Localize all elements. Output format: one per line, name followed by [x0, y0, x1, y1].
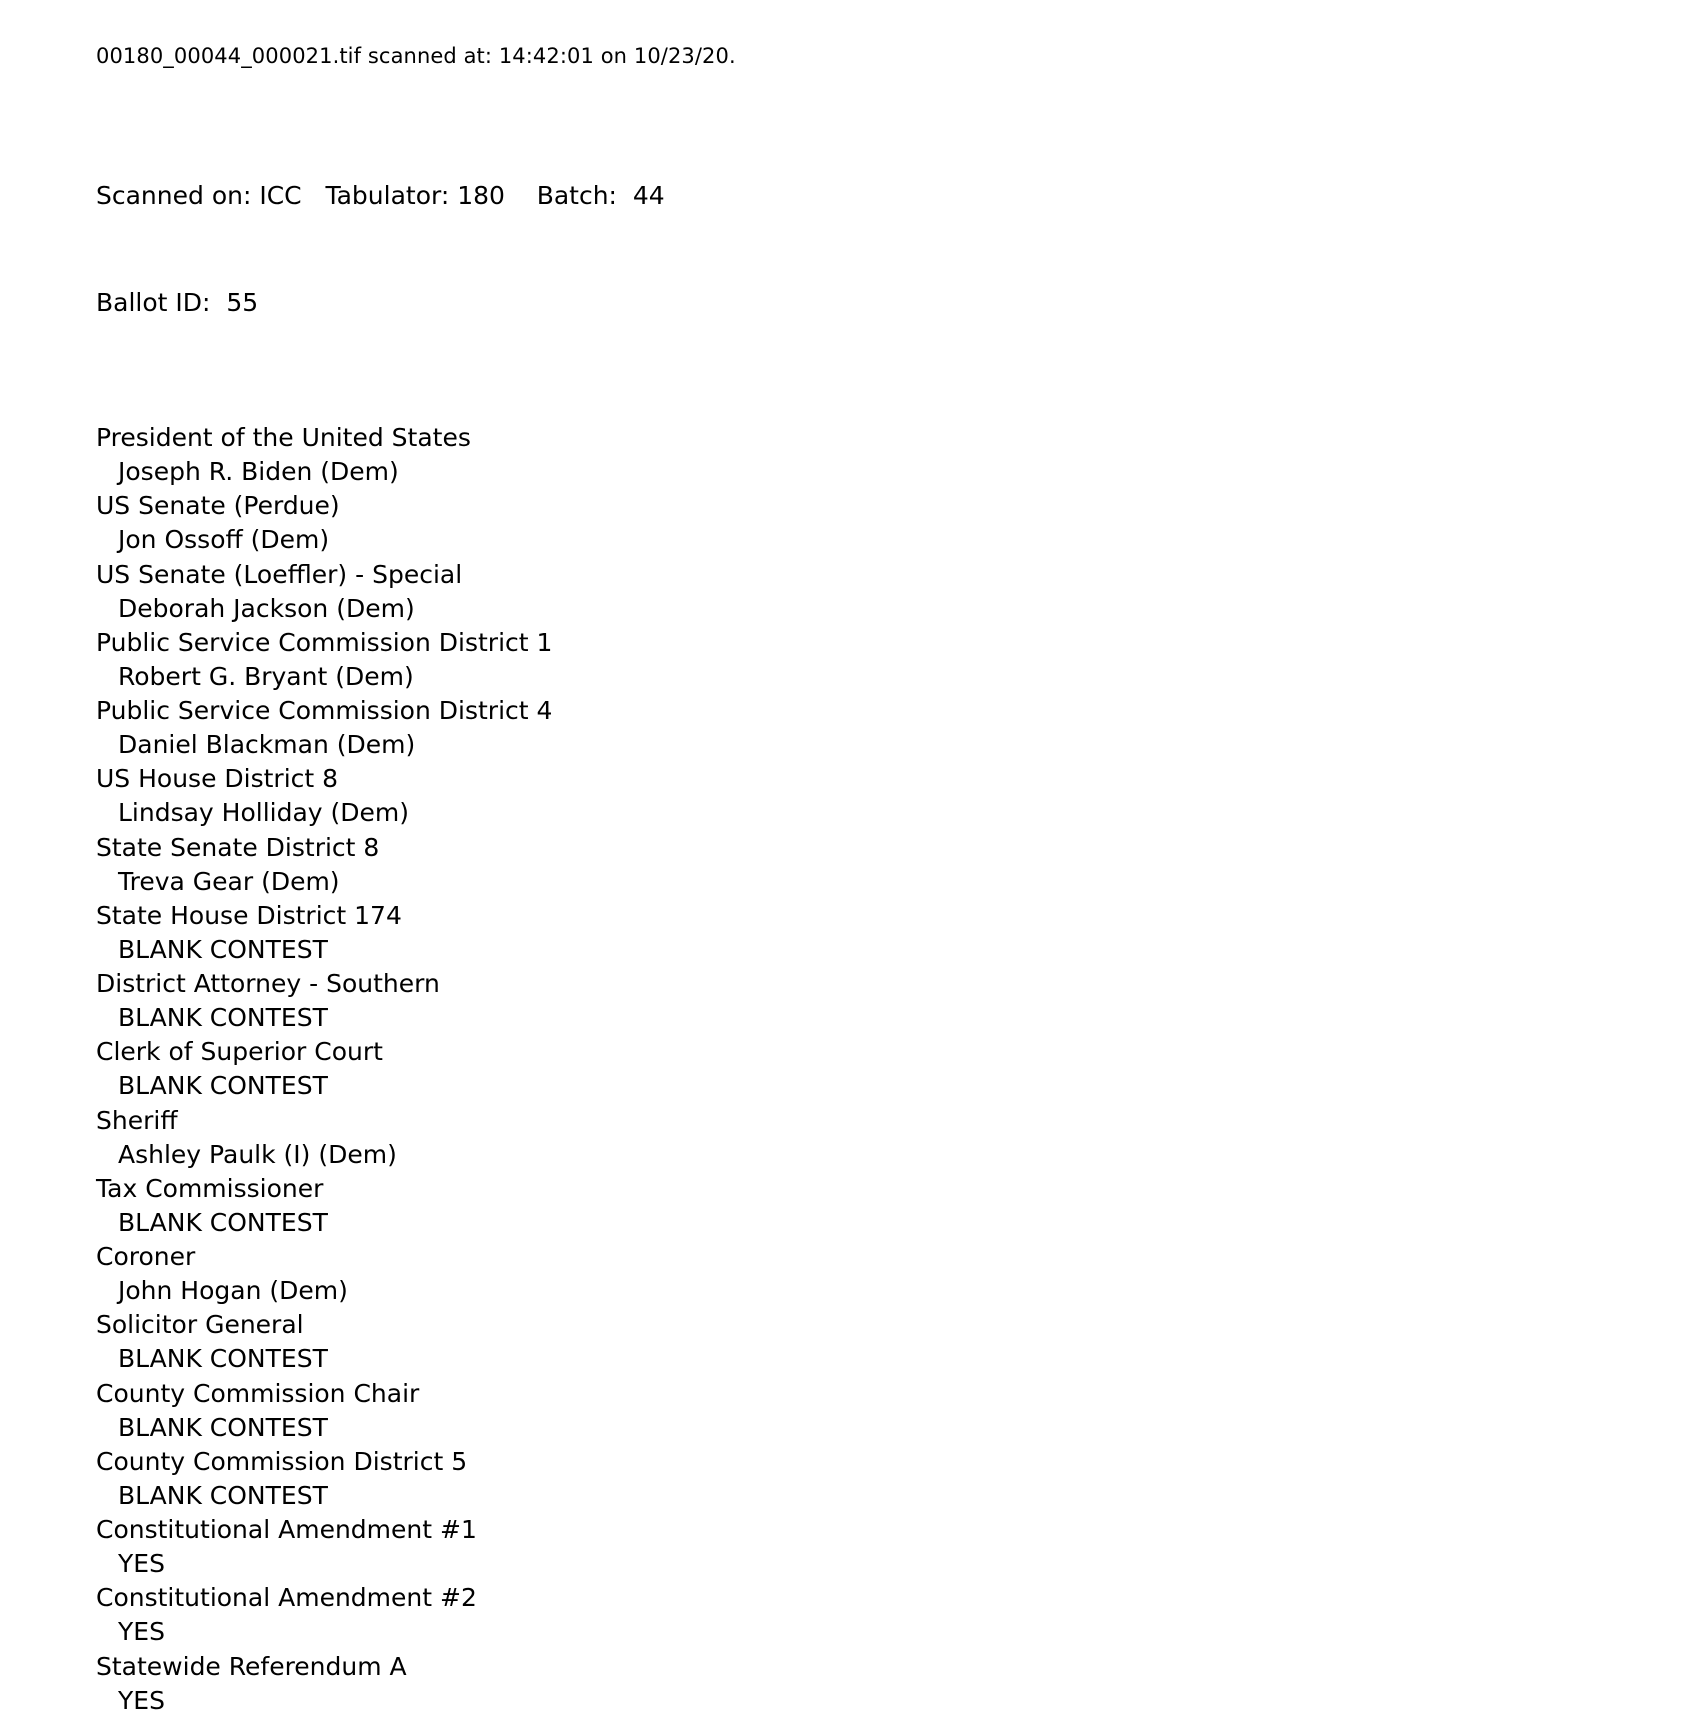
scan-source-line: Scanned on: ICC Tabulator: 180 Batch: 44 — [96, 181, 665, 210]
contest-title: President of the United States — [96, 423, 471, 452]
contest-selection: Daniel Blackman (Dem) — [118, 730, 416, 760]
contest-selection: BLANK CONTEST — [118, 1207, 328, 1237]
contest-item — [96, 1445, 1708, 1513]
contest-item — [96, 831, 1708, 899]
contest-title: Coroner — [96, 1242, 196, 1271]
contest-title: Constitutional Amendment #2 — [96, 1583, 477, 1613]
contest-item — [96, 558, 1708, 626]
contest-item — [96, 1172, 1708, 1240]
contest-selection: YES — [118, 1685, 165, 1715]
contest-selection: Joseph R. Biden (Dem) — [118, 457, 399, 487]
contest-item — [96, 1308, 1708, 1376]
contest-selection: YES — [118, 1549, 165, 1579]
contest-item — [96, 694, 1708, 762]
contest-item — [96, 967, 1708, 1035]
contest-selection: BLANK CONTEST — [118, 1480, 328, 1510]
contest-title: US Senate (Perdue) — [96, 491, 340, 521]
contest-selection: Lindsay Holliday (Dem) — [118, 798, 410, 828]
contest-item — [96, 1104, 1708, 1172]
contest-title: County Commission District 5 — [96, 1446, 468, 1476]
contest-item — [96, 1377, 1708, 1445]
contest-item — [96, 1240, 1708, 1308]
contest-selection: Treva Gear (Dem) — [118, 866, 340, 896]
contest-selection: BLANK CONTEST — [118, 1071, 328, 1101]
scan-file-header: 00180_00044_000021.tif scanned at: 14:42:01 on 10/23/20. — [96, 44, 736, 68]
contest-item — [96, 1650, 1708, 1718]
contest-title: Constitutional Amendment #1 — [96, 1515, 477, 1544]
contest-item — [96, 762, 1708, 830]
contest-title: Sheriff — [96, 1105, 178, 1135]
contest-title: US House District 8 — [96, 764, 339, 794]
contest-title: Statewide Referendum A — [96, 1651, 407, 1681]
contest-selection: Robert G. Bryant (Dem) — [118, 661, 414, 691]
contest-selection: BLANK CONTEST — [118, 1412, 328, 1442]
contest-item — [96, 899, 1708, 967]
contest-item — [96, 1035, 1708, 1103]
scan-metadata — [96, 107, 1708, 391]
contest-title: County Commission Chair — [96, 1378, 420, 1408]
contest-item — [96, 626, 1708, 694]
contest-title: District Attorney - Southern — [96, 969, 440, 998]
contest-selection: BLANK CONTEST — [118, 1344, 328, 1374]
contest-title: Clerk of Superior Court — [96, 1037, 383, 1067]
contest-selection: Jon Ossoff (Dem) — [118, 525, 330, 555]
contest-selection: Ashley Paulk (I) (Dem) — [118, 1139, 397, 1169]
contest-selection: John Hogan (Dem) — [118, 1276, 348, 1306]
contest-title: Public Service Commission District 4 — [96, 696, 553, 725]
contest-item — [96, 1581, 1708, 1649]
contest-selection: BLANK CONTEST — [118, 1003, 328, 1033]
contest-title: State Senate District 8 — [96, 832, 380, 862]
contest-title: Public Service Commission District 1 — [96, 627, 553, 657]
contest-selection: Deborah Jackson (Dem) — [118, 593, 415, 623]
contest-selection: YES — [118, 1617, 165, 1647]
contest-title: Solicitor General — [96, 1310, 304, 1340]
contest-list — [96, 421, 1708, 1718]
contest-item — [96, 1513, 1708, 1581]
contest-item — [96, 421, 1708, 489]
contest-selection: BLANK CONTEST — [118, 934, 328, 964]
contest-title: State House District 174 — [96, 900, 402, 930]
contest-title: US Senate (Loeffler) - Special — [96, 559, 463, 589]
contest-title: Tax Commissioner — [96, 1173, 324, 1203]
contest-item — [96, 489, 1708, 557]
ballot-id-line: Ballot ID: 55 — [96, 287, 259, 317]
